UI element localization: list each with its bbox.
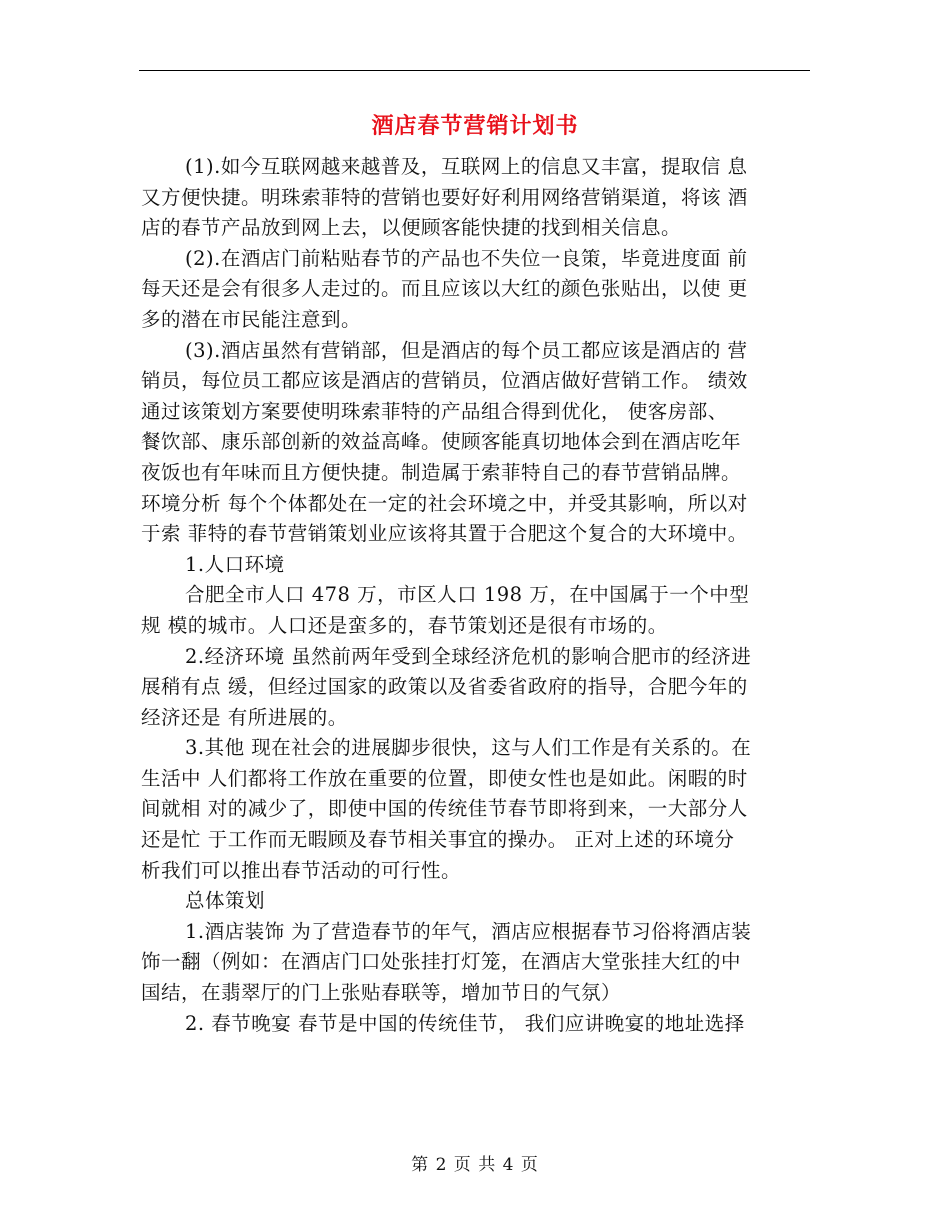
text-line: 经济还是 有所进展的。 bbox=[141, 705, 348, 729]
text-line: 于索 菲特的春节营销策划业应该将其置于合肥这个复合的大环境中。 bbox=[141, 522, 748, 546]
text-line: 餐饮部、康乐部创新的效益高峰。使顾客能真切地体会到在酒店吃年 bbox=[141, 430, 742, 454]
text-line: 2. 春节晚宴 春节是中国的传统佳节， 我们应讲晚宴的地址选择 bbox=[185, 1011, 745, 1035]
text-line: 销员，每位员工都应该是酒店的营销员，位酒店做好营销工作。 绩效 bbox=[141, 369, 748, 393]
text-line: (1).如今互联网越来越普及，互联网上的信息又丰富，提取信 息 bbox=[185, 155, 748, 178]
page-title: 酒店春节营销计划书 bbox=[371, 113, 579, 139]
text-line: 1.人口环境 bbox=[185, 552, 285, 576]
text-line: 每天还是会有很多人走过的。而且应该以大红的颜色张贴出，以使 更 bbox=[141, 277, 748, 301]
text-line: 规 模的城市。人口还是蛮多的，春节策划还是很有市场的。 bbox=[141, 613, 668, 637]
document-body bbox=[141, 152, 811, 1039]
text-line: 2.经济环境 虽然前两年受到全球经济危机的影响合肥市的经济进 bbox=[185, 644, 752, 668]
text-line: (2).在酒店门前粘贴春节的产品也不失位一良策，毕竟进度面 前 bbox=[185, 246, 748, 270]
text-line: 合肥全市人口 478 万，市区人口 198 万，在中国属于一个中型 bbox=[185, 583, 750, 607]
header-rule bbox=[139, 70, 810, 71]
text-line: 3.其他 现在社会的进展脚步很快，这与人们工作是有关系的。在 bbox=[185, 736, 752, 760]
text-line: 展稍有点 缓，但经过国家的政策以及省委省政府的指导，合肥今年的 bbox=[141, 675, 748, 699]
page-number: 第 2 页 共 4 页 bbox=[411, 1155, 539, 1175]
text-line: 总体策划 bbox=[185, 889, 266, 913]
text-line: 通过该策划方案要使明珠索菲特的产品组合得到优化， 使客房部、 bbox=[141, 399, 728, 423]
text-line: 饰一翻（例如：在酒店门口处张挂打灯笼，在酒店大堂张挂大红的中 bbox=[141, 950, 742, 974]
text-line: 环境分析 每个个体都处在一定的社会环境之中，并受其影响，所以对 bbox=[141, 491, 748, 515]
text-line: 1.酒店装饰 为了营造春节的年气，酒店应根据春节习俗将酒店装 bbox=[185, 919, 752, 943]
text-line: (3).酒店虽然有营销部，但是酒店的每个员工都应该是酒店的 营 bbox=[185, 338, 748, 362]
text-line: 间就相 对的减少了，即使中国的传统佳节春节即将到来，一大部分人 bbox=[141, 797, 748, 821]
text-line: 夜饭也有年味而且方便快捷。制造属于索菲特自己的春节营销品牌。 bbox=[141, 460, 742, 484]
text-line: 又方便快捷。明珠索菲特的营销也要好好利用网络营销渠道，将该 酒 bbox=[141, 185, 748, 209]
text-line: 店的春节产品放到网上去，以便顾客能快捷的找到相关信息。 bbox=[141, 216, 682, 240]
text-line: 国结，在翡翠厅的门上张贴春联等，增加节日的气氛） bbox=[141, 981, 622, 1005]
text-line: 还是忙 于工作而无暇顾及春节相关事宜的操办。 正对上述的环境分 bbox=[141, 828, 735, 852]
text-line: 多的潜在市民能注意到。 bbox=[141, 307, 362, 331]
text-line: 生活中 人们都将工作放在重要的位置，即使女性也是如此。闲暇的时 bbox=[141, 766, 748, 790]
text-line: 析我们可以推出春节活动的可行性。 bbox=[141, 858, 462, 882]
